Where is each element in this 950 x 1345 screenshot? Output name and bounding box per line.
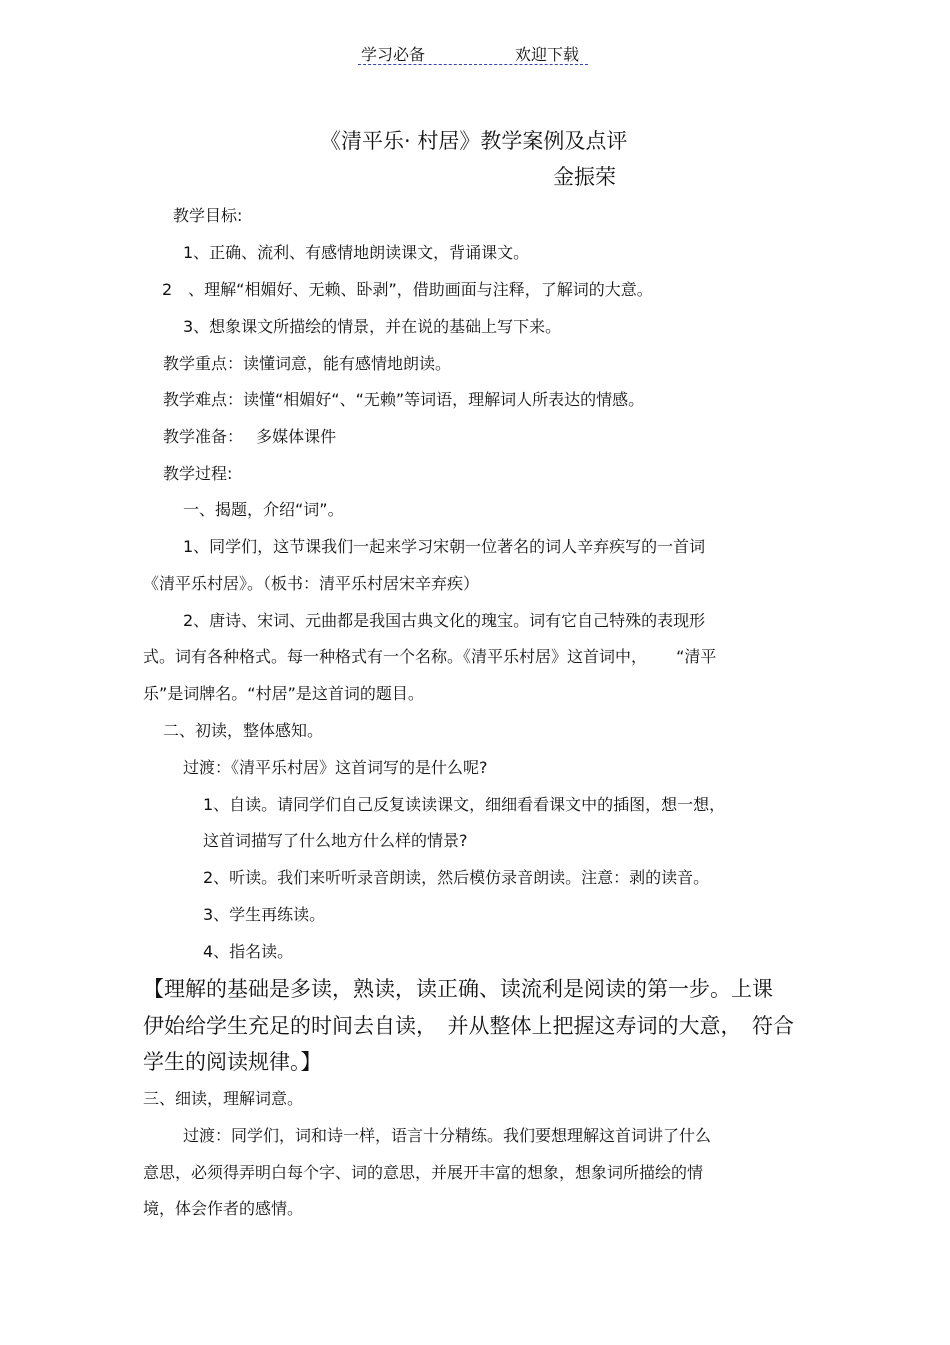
text-line: 教学目标:: [173, 206, 243, 225]
text-line: 教学过程:: [163, 464, 233, 483]
text-line: 境，体会作者的感情。: [143, 1199, 304, 1218]
text-line: 过渡：同学们，词和诗一样，语言十分精练。我们要想理解这首词讲了什么: [183, 1126, 712, 1145]
text-line: 《清平乐村居》。（板书：清平乐村居宋辛弃疾）: [143, 574, 480, 593]
text-line: 教学难点：读懂“相媚好“、“无赖”等词语，理解词人所表达的情感。: [163, 390, 645, 409]
text-line: 4、指名读。: [203, 942, 294, 961]
text-line: 1、同学们，这节课我们一起来学习宋朝一位著名的词人辛弃疾写的一首词: [183, 537, 706, 556]
text-line: 这首词描写了什么地方什么样的情景?: [203, 831, 468, 850]
header-underline: [358, 64, 588, 65]
text-line: 2、听读。我们来听听录音朗读，然后模仿录音朗读。注意：剥的读音。: [203, 868, 710, 887]
text-line: 1、正确、流利、有感情地朗读课文，背诵课文。: [183, 243, 530, 262]
text-line: 教学重点：读懂词意，能有感情地朗读。: [163, 354, 452, 373]
text-line: 教学准备： 多媒体课件: [163, 427, 337, 446]
text-line: 3、学生再练读。: [203, 905, 326, 924]
header-right: 欢迎下载: [515, 45, 580, 64]
commentary-line: 【理解的基础是多读，熟读，读正确、读流利是阅读的第一步。上课: [143, 977, 773, 1001]
section-heading: 三、细读，理解词意。: [143, 1089, 304, 1108]
text-line: 过渡：《清平乐村居》这首词写的是什么呢?: [183, 758, 488, 777]
text-line: 1、自读。请同学们自己反复读读课文，细细看看课文中的插图，想一想，: [203, 795, 726, 814]
document-title: 《清平乐· 村居》教学案例及点评: [320, 129, 628, 153]
text-line: 一、揭题，介绍“词”。: [183, 500, 344, 519]
text-line: 式。词有各种格式。每一种格式有一个名称。《清平乐村居》这首词中， “清平: [143, 647, 717, 666]
text-line: 2 、理解“相媚好、无赖、卧剥”，借助画面与注释，了解词的大意。: [162, 280, 653, 299]
text-line: 乐”是词牌名。“村居”是这首词的题目。: [143, 684, 424, 703]
header-left: 学习必备: [361, 45, 426, 64]
author-name: 金振荣: [553, 165, 616, 189]
commentary-line: 伊始给学生充足的时间去自读， 并从整体上把握这寿词的大意， 符合: [143, 1014, 794, 1038]
text-line: 意思，必须得弄明白每个字、词的意思，并展开丰富的想象，想象词所描绘的情: [143, 1163, 704, 1182]
commentary-line: 学生的阅读规律。】: [143, 1050, 322, 1074]
text-line: 2、唐诗、宋词、元曲都是我国古典文化的瑰宝。词有它自己特殊的表现形: [183, 611, 706, 630]
text-line: 二、初读，整体感知。: [163, 721, 324, 740]
text-line: 3、想象课文所描绘的情景，并在说的基础上写下来。: [183, 317, 562, 336]
